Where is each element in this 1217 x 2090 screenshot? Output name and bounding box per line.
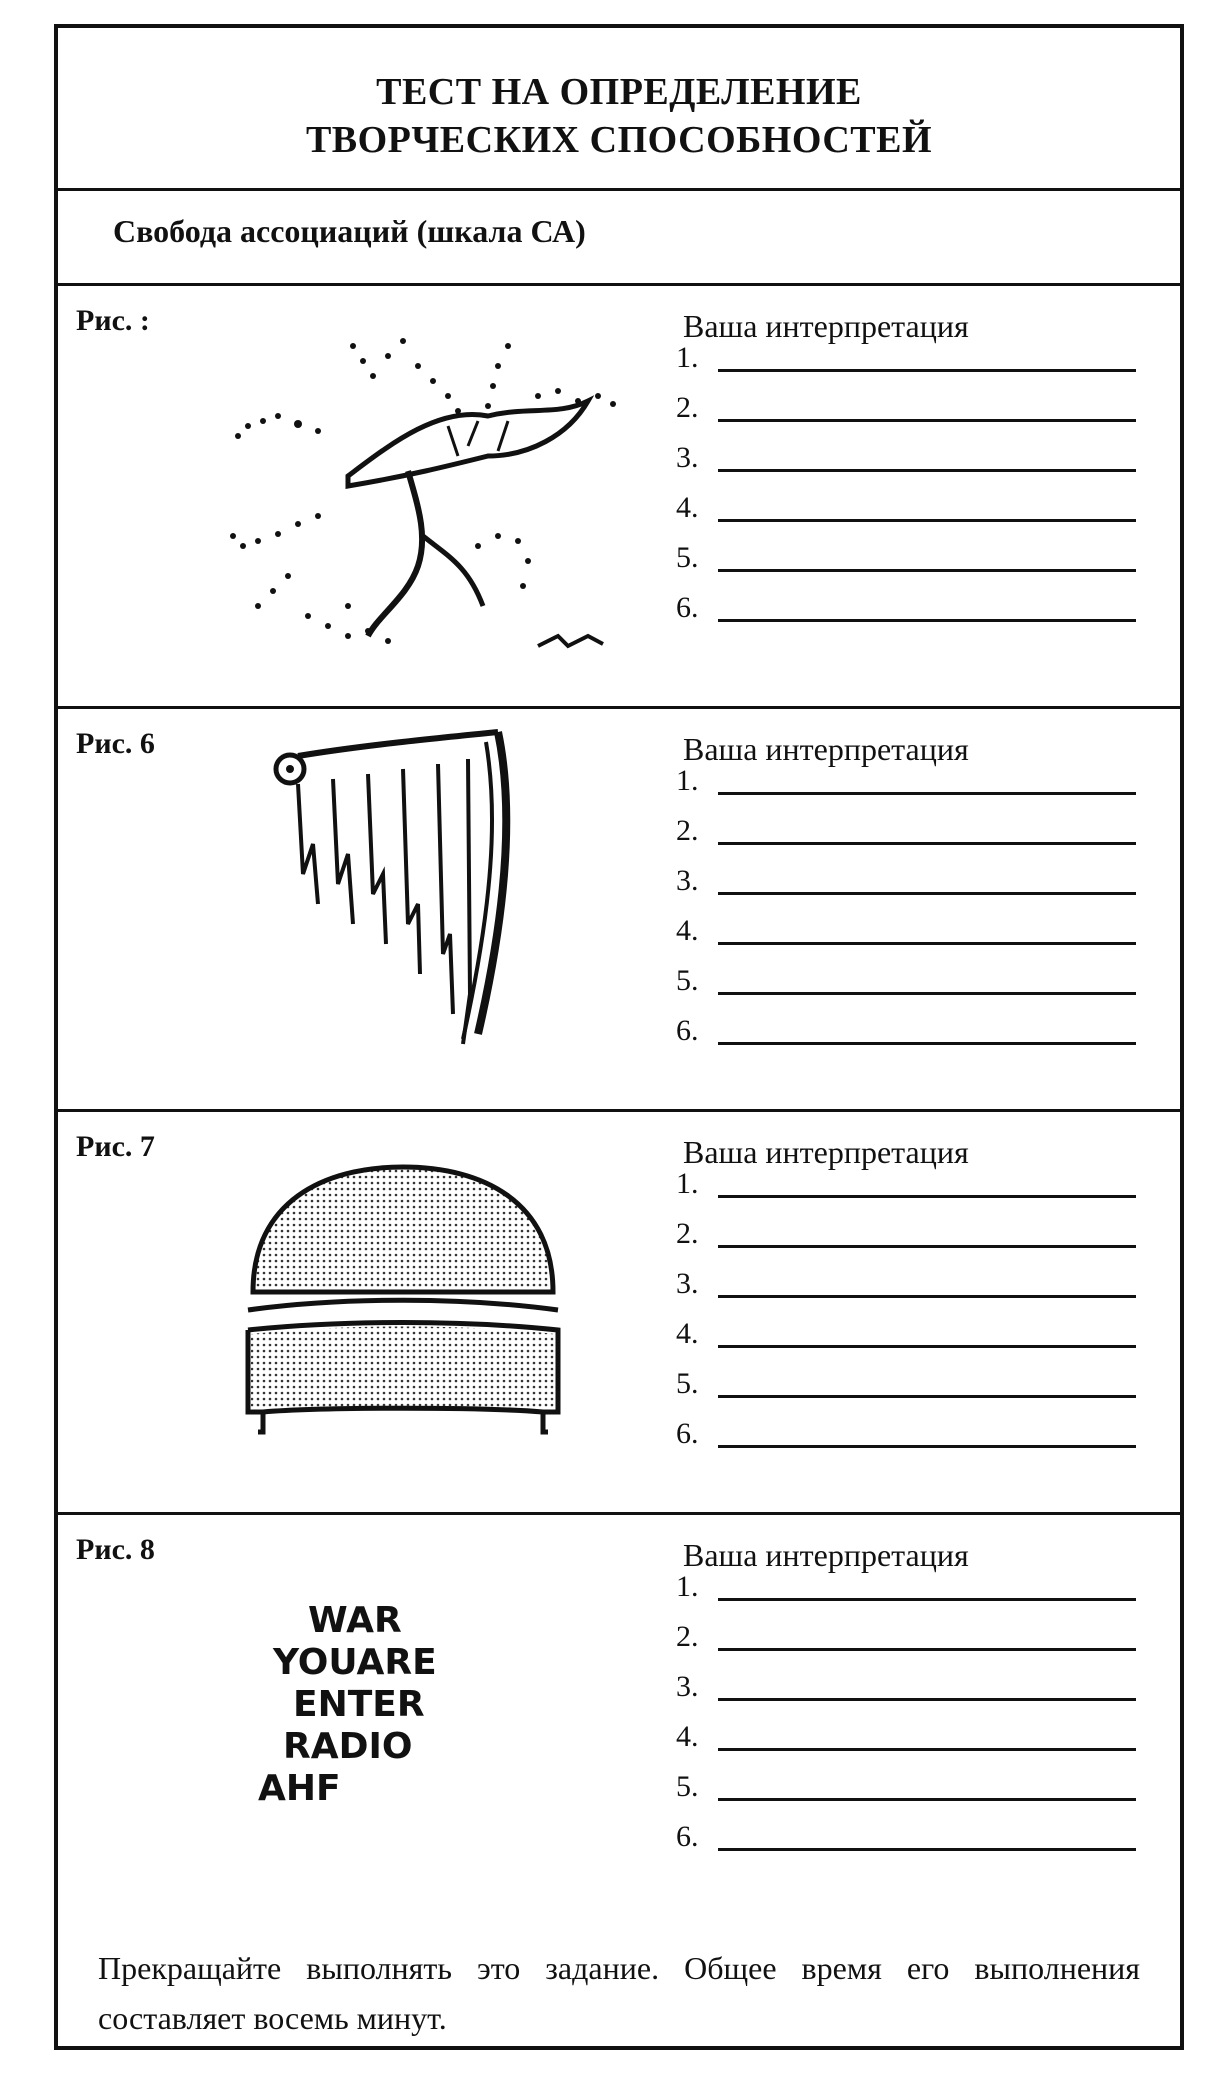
line-number: 3. (676, 1267, 699, 1300)
answer-line[interactable] (676, 1267, 1136, 1307)
interpretation-heading: Ваша интерпретация (683, 1537, 969, 1573)
answer-line[interactable] (676, 1820, 1136, 1860)
scale-subtitle: Свобода ассоциаций (шкала СА) (113, 213, 586, 249)
line-number: 3. (676, 864, 699, 897)
figure-section-3 (58, 1112, 1180, 1512)
interpretation-heading: Ваша интерпретация (683, 1134, 969, 1170)
line-number: 4. (676, 1720, 699, 1753)
line-number: 5. (676, 1770, 699, 1803)
figure-section-2 (58, 709, 1180, 1109)
line-number: 6. (676, 1820, 699, 1853)
title-line-2: ТВОРЧЕСКИХ СПОСОБНОСТЕЙ (305, 119, 933, 161)
answer-line[interactable] (676, 541, 1136, 581)
answer-line[interactable] (676, 964, 1136, 1004)
stencil-word: ENTER (293, 1684, 425, 1725)
line-number: 4. (676, 914, 699, 947)
line-number: 5. (676, 964, 699, 997)
line-number: 3. (676, 441, 699, 474)
dome-shape-icon (243, 1162, 563, 1442)
answer-line[interactable] (676, 1570, 1136, 1610)
answer-line[interactable] (676, 814, 1136, 854)
answer-line[interactable] (676, 764, 1136, 804)
stencil-word: RADIO (283, 1726, 413, 1767)
stencil-word: YOUARE (273, 1642, 437, 1683)
interpretation-heading: Ваша интерпретация (683, 308, 969, 344)
line-number: 1. (676, 764, 699, 797)
answer-line[interactable] (676, 1167, 1136, 1207)
answer-line[interactable] (676, 914, 1136, 954)
figure-label: Рис. : (76, 304, 150, 337)
answer-line[interactable] (676, 441, 1136, 481)
answer-line[interactable] (676, 491, 1136, 531)
line-number: 1. (676, 341, 699, 374)
figure-label: Рис. 8 (76, 1533, 155, 1566)
line-number: 2. (676, 391, 699, 424)
figure-section-4 (58, 1515, 1180, 1915)
answer-line[interactable] (676, 1217, 1136, 1257)
stencil-words-icon (258, 1600, 518, 1810)
answer-line[interactable] (676, 1770, 1136, 1810)
answer-line[interactable] (676, 1670, 1136, 1710)
line-number: 5. (676, 1367, 699, 1400)
interpretation-heading: Ваша интерпретация (683, 731, 969, 767)
stencil-word: WAR (308, 1600, 402, 1641)
answer-line[interactable] (676, 1720, 1136, 1760)
line-number: 4. (676, 491, 699, 524)
answer-line[interactable] (676, 1317, 1136, 1357)
divider (58, 188, 1180, 191)
figure-label: Рис. 6 (76, 727, 155, 760)
line-number: 3. (676, 1670, 699, 1703)
stencil-word: AHF (258, 1768, 341, 1809)
answer-line[interactable] (676, 1014, 1136, 1054)
line-number: 6. (676, 1417, 699, 1450)
line-number: 1. (676, 1167, 699, 1200)
answer-line[interactable] (676, 341, 1136, 381)
answer-line[interactable] (676, 864, 1136, 904)
answer-line[interactable] (676, 1620, 1136, 1660)
fringe-shape-icon (258, 724, 598, 1064)
line-number: 2. (676, 1217, 699, 1250)
tree-blot-icon (148, 306, 648, 686)
answer-line[interactable] (676, 591, 1136, 631)
test-form-frame (54, 24, 1184, 2050)
line-number: 6. (676, 1014, 699, 1047)
page-title (58, 68, 1180, 164)
line-number: 4. (676, 1317, 699, 1350)
line-number: 6. (676, 591, 699, 624)
line-number: 1. (676, 1570, 699, 1603)
line-number: 5. (676, 541, 699, 574)
answer-line[interactable] (676, 1367, 1136, 1407)
figure-section-1 (58, 286, 1180, 706)
answer-line[interactable] (676, 1417, 1136, 1457)
figure-label: Рис. 7 (76, 1130, 155, 1163)
line-number: 2. (676, 1620, 699, 1653)
instruction-footer: Прекращайте выполнять это задание. Общее время его выполнения составляет восемь минут. (98, 1950, 1140, 2036)
answer-line[interactable] (676, 391, 1136, 431)
line-number: 2. (676, 814, 699, 847)
title-line-1: ТЕСТ НА ОПРЕДЕЛЕНИЕ (376, 71, 862, 113)
